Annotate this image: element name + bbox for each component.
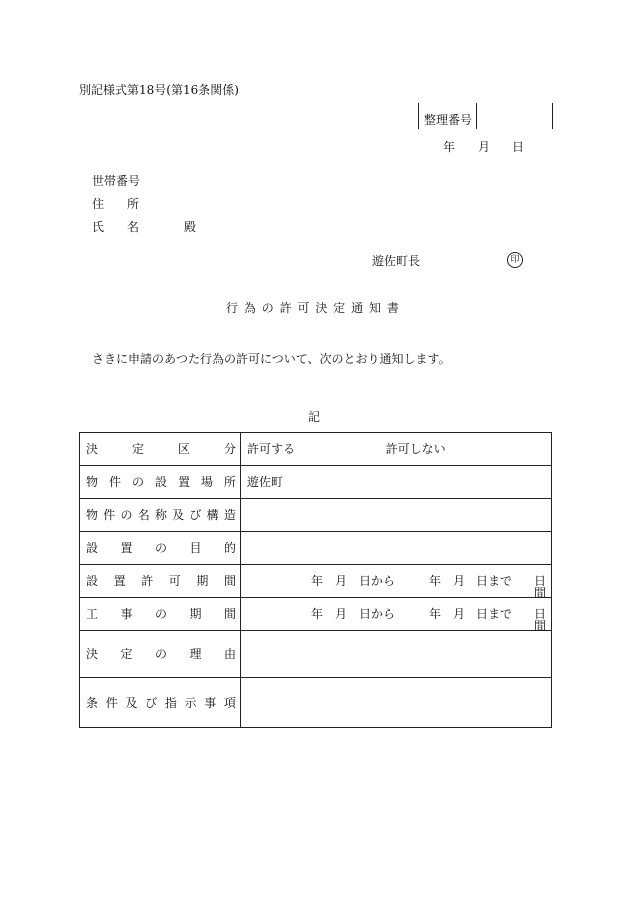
date-month: 月 — [478, 140, 491, 154]
name-label-char: 名 — [127, 220, 140, 234]
decision-value[interactable] — [241, 433, 552, 466]
period-from: 日から — [359, 607, 396, 621]
table-row-conditions — [80, 678, 552, 728]
reference-number-box — [418, 103, 553, 129]
date-year: 年 — [443, 140, 456, 154]
location-value[interactable]: 遊佐町 — [241, 466, 552, 499]
period-year: 年 — [311, 607, 324, 621]
table-row-purpose — [80, 532, 552, 565]
structure-value[interactable] — [241, 499, 552, 532]
permit-period-value[interactable] — [241, 565, 552, 598]
document-title — [226, 302, 399, 314]
form-number: 別記様式第18号(第16条関係) — [79, 83, 239, 97]
table-row-structure — [80, 499, 552, 532]
reference-number-label: 整理番号 — [424, 113, 473, 127]
table-row-permit-period — [80, 565, 552, 598]
title-char: 書 — [386, 301, 399, 315]
title-char: の — [261, 301, 274, 315]
option-permit[interactable]: 許可する — [247, 442, 296, 456]
period-month: 月 — [335, 607, 348, 621]
purpose-value[interactable] — [241, 532, 552, 565]
title-char: 可 — [297, 301, 310, 315]
conditions-label: 条 件 及 び 指 示 事 項 — [80, 678, 241, 728]
table-row-decision — [80, 433, 552, 466]
period-year: 年 — [429, 607, 442, 621]
body-text: さきに申請のあつた行為の許可について、次のとおり通知します。 — [92, 352, 451, 366]
title-char: 為 — [243, 301, 256, 315]
household-number-label: 世帯番号 — [92, 174, 141, 188]
decision-label: 決 定 区 分 — [80, 433, 241, 466]
period-month: 月 — [453, 607, 466, 621]
work-period-label: 工 事 の 期 間 — [80, 598, 241, 631]
title-char: 定 — [333, 301, 346, 315]
period-until: 日まで — [476, 607, 513, 621]
table-row-location — [80, 466, 552, 499]
title-char: 許 — [279, 301, 292, 315]
period-year: 年 — [311, 574, 324, 588]
reference-number-divider — [476, 103, 477, 129]
table-row-reason — [80, 631, 552, 678]
honorific: 殿 — [184, 220, 197, 234]
date-day: 日 — [512, 140, 525, 154]
period-days: 日間 — [534, 607, 547, 633]
period-days: 日間 — [534, 574, 547, 600]
address-label-char: 所 — [127, 197, 140, 211]
option-deny[interactable]: 許可しない — [385, 442, 446, 456]
name-label-char: 氏 — [92, 220, 105, 234]
location-label: 物 件 の 設 置 場 所 — [80, 466, 241, 499]
period-from: 日から — [359, 574, 396, 588]
purpose-label: 設 置 の 目 的 — [80, 532, 241, 565]
title-char: 知 — [369, 301, 382, 315]
seal-mark: 印 — [507, 252, 523, 268]
conditions-value[interactable] — [241, 678, 552, 728]
reason-label: 決 定 の 理 由 — [80, 631, 241, 678]
ki-marker: 記 — [308, 410, 321, 424]
title-char: 行 — [226, 301, 239, 315]
period-year: 年 — [429, 574, 442, 588]
period-month: 月 — [453, 574, 466, 588]
title-char: 決 — [315, 301, 328, 315]
period-until: 日まで — [476, 574, 513, 588]
structure-label: 物 件 の 名 称 及 び 構 造 — [80, 499, 241, 532]
issuer-title: 遊佐町長 — [372, 254, 421, 268]
table-row-work-period — [80, 598, 552, 631]
permit-period-label: 設 置 許 可 期 間 — [80, 565, 241, 598]
title-char: 通 — [351, 301, 364, 315]
address-label-char: 住 — [92, 197, 105, 211]
reason-value[interactable] — [241, 631, 552, 678]
period-month: 月 — [335, 574, 348, 588]
work-period-value[interactable] — [241, 598, 552, 631]
decision-table — [79, 432, 552, 728]
